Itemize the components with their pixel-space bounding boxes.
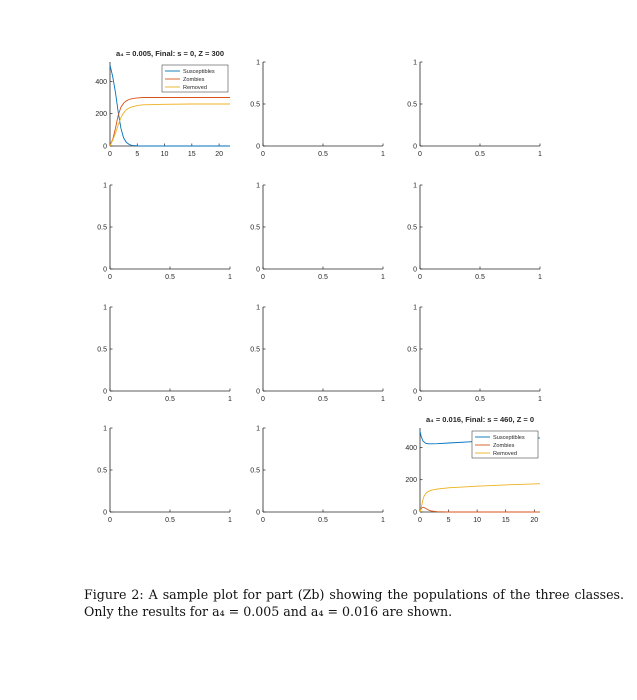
x-tick-label: 15 — [187, 151, 196, 158]
y-tick-label: 0.5 — [97, 224, 107, 232]
x-tick-label: 0.5 — [318, 274, 328, 281]
legend-label-zombies: Zombies — [493, 443, 515, 449]
x-tick-label: 0 — [261, 517, 265, 524]
y-tick-label: 0 — [103, 509, 107, 517]
y-tick-label: 1 — [103, 425, 107, 433]
figure-caption: Figure 2: A sample plot for part (Zb) showing the populations of the three classes. Only the results for a₄ = 0.005 and a₄ = 0.016 are shown. — [84, 587, 624, 619]
y-tick-label: 0.5 — [250, 224, 260, 232]
legend-label-zombies: Zombies — [183, 77, 205, 83]
x-tick-label: 0.5 — [475, 274, 485, 281]
y-tick-label: 0.5 — [407, 224, 417, 232]
y-tick-label: 0.5 — [250, 467, 260, 475]
x-tick-label: 0 — [108, 517, 112, 524]
y-tick-label: 0 — [413, 388, 417, 396]
y-tick-label: 1 — [256, 304, 260, 312]
y-tick-label: 0.5 — [97, 467, 107, 475]
x-tick-label: 1 — [381, 151, 385, 158]
legend-label-susceptibles: Susceptibles — [183, 69, 215, 75]
x-tick-label: 1 — [538, 151, 542, 158]
y-tick-label: 0 — [103, 266, 107, 274]
y-tick-label: 400 — [405, 444, 417, 452]
panel-1 — [95, 49, 230, 158]
y-tick-label: 0 — [413, 509, 417, 517]
x-tick-label: 0.5 — [318, 396, 328, 403]
x-tick-label: 0 — [418, 396, 422, 403]
panel-title: a₄ = 0.016, Final: s = 460, Z = 0 — [425, 415, 535, 424]
x-tick-label: 0.5 — [475, 151, 485, 158]
x-tick-label: 0 — [261, 396, 265, 403]
panel-5 — [250, 183, 385, 282]
x-tick-label: 0.5 — [318, 151, 328, 158]
series-line-removed — [420, 484, 540, 512]
x-tick-label: 0 — [418, 274, 422, 281]
y-tick-label: 0.5 — [407, 346, 417, 354]
x-tick-label: 0 — [261, 274, 265, 281]
y-tick-label: 1 — [413, 304, 417, 312]
x-tick-label: 20 — [215, 151, 223, 158]
legend — [162, 65, 228, 92]
panel-3 — [407, 60, 542, 159]
panel-8 — [250, 305, 385, 404]
x-tick-label: 1 — [228, 517, 232, 524]
y-tick-label: 0 — [103, 143, 107, 151]
y-tick-label: 1 — [103, 304, 107, 312]
x-tick-label: 0 — [108, 274, 112, 281]
panel-4 — [97, 183, 232, 282]
y-tick-label: 0 — [103, 388, 107, 396]
y-tick-label: 0.5 — [407, 101, 417, 109]
x-tick-label: 1 — [538, 396, 542, 403]
panel-10 — [97, 426, 232, 525]
x-tick-label: 1 — [228, 274, 232, 281]
x-tick-label: 0 — [418, 151, 422, 158]
legend-label-susceptibles: Susceptibles — [493, 435, 525, 441]
y-tick-label: 200 — [405, 477, 417, 485]
panel-6 — [407, 183, 542, 282]
y-tick-label: 0.5 — [97, 346, 107, 354]
x-tick-label: 0 — [108, 396, 112, 403]
x-tick-label: 5 — [446, 517, 451, 524]
y-tick-label: 0 — [413, 143, 417, 151]
y-tick-label: 400 — [95, 78, 107, 86]
x-tick-label: 0.5 — [165, 274, 175, 281]
y-tick-label: 0 — [256, 143, 260, 151]
y-tick-label: 1 — [413, 182, 417, 190]
y-tick-label: 0 — [256, 388, 260, 396]
x-tick-label: 0 — [108, 151, 112, 158]
y-tick-label: 1 — [103, 182, 107, 190]
y-tick-label: 1 — [256, 59, 260, 67]
y-tick-label: 0.5 — [250, 101, 260, 109]
y-tick-label: 1 — [256, 425, 260, 433]
panel-11 — [250, 426, 385, 525]
x-tick-label: 0 — [418, 517, 422, 524]
panel-title: a₄ = 0.005, Final: s = 0, Z = 300 — [115, 49, 225, 58]
y-tick-label: 1 — [256, 182, 260, 190]
x-tick-label: 0.5 — [318, 517, 328, 524]
x-tick-label: 5 — [135, 151, 140, 158]
panel-12 — [405, 415, 540, 524]
x-tick-label: 1 — [228, 396, 232, 403]
x-tick-label: 1 — [381, 517, 385, 524]
y-tick-label: 200 — [95, 111, 107, 119]
y-tick-label: 0 — [256, 509, 260, 517]
x-tick-label: 0.5 — [165, 517, 175, 524]
x-tick-label: 20 — [530, 517, 539, 524]
panel-7 — [97, 305, 232, 404]
x-tick-label: 0.5 — [475, 396, 485, 403]
x-tick-label: 0 — [261, 151, 265, 158]
x-tick-label: 1 — [538, 274, 542, 281]
x-tick-label: 1 — [381, 274, 385, 281]
series-line-zombies — [420, 507, 540, 512]
x-tick-label: 10 — [473, 517, 482, 524]
x-tick-label: 15 — [501, 517, 510, 524]
y-tick-label: 0 — [256, 266, 260, 274]
panel-2 — [250, 60, 385, 159]
series-line-removed — [110, 104, 230, 146]
x-tick-label: 10 — [160, 151, 169, 158]
legend-label-removed: Removed — [183, 85, 207, 91]
panel-9 — [407, 305, 542, 404]
legend — [472, 431, 538, 458]
legend-label-removed: Removed — [493, 451, 517, 457]
x-tick-label: 1 — [381, 396, 385, 403]
y-tick-label: 0 — [413, 266, 417, 274]
y-tick-label: 0.5 — [250, 346, 260, 354]
x-tick-label: 0.5 — [165, 396, 175, 403]
y-tick-label: 1 — [413, 59, 417, 67]
